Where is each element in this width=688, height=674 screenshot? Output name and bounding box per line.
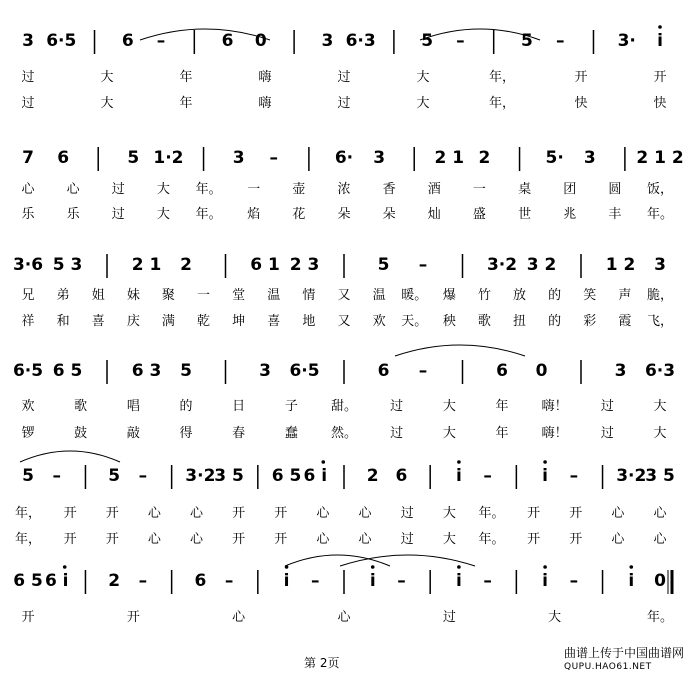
lyric-char: 彩	[583, 314, 597, 329]
score-note: –	[397, 571, 406, 591]
score-note: 0	[254, 31, 267, 51]
score-note: 5	[377, 255, 390, 275]
lyric-char: 乐	[21, 207, 35, 222]
watermark-title: 曲谱上传于中国曲谱网	[563, 646, 684, 660]
lyric-char: 大	[653, 399, 667, 414]
lyric-char: 兄	[21, 288, 35, 303]
slur-arc	[395, 345, 525, 356]
lyric-char: 声	[618, 288, 632, 303]
lyric-char: 姐	[91, 288, 105, 303]
lyric-char: 喜	[91, 314, 105, 329]
lyric-char: 年。	[195, 182, 222, 197]
score-note: –	[156, 31, 166, 51]
score-note: 3 5	[214, 466, 244, 486]
lyric-char: 心	[611, 532, 625, 547]
lyric-char: 的	[179, 399, 193, 414]
score-note: –	[456, 31, 465, 51]
lyric-char: 大	[442, 426, 456, 441]
lyric-char: 的	[548, 288, 562, 303]
lyric-char: 敲	[126, 426, 140, 441]
watermark-url: QUPU.HAO61.NET	[563, 662, 652, 672]
score-note: 6 i	[44, 571, 69, 591]
lyric-char: 大	[100, 70, 114, 85]
lyric-char: 心	[316, 532, 330, 547]
lyric-char: 的	[548, 314, 562, 329]
lyric-char: 心	[190, 506, 204, 521]
page-number: 第 2页	[304, 656, 340, 670]
lyric-char: 快	[653, 96, 667, 111]
high-octave-dot	[371, 565, 375, 569]
lyric-char: 丰	[608, 207, 622, 222]
score-note: –	[483, 571, 492, 591]
lyric-char: 过	[21, 96, 35, 111]
score-note: i	[369, 571, 376, 591]
lyric-char: 酒	[427, 182, 441, 197]
high-octave-dot	[629, 565, 633, 569]
watermark	[564, 646, 684, 674]
lyric-char: 又	[337, 314, 351, 329]
score-note: 5	[22, 466, 34, 486]
lyric-char: 焰	[247, 207, 261, 222]
score-note: 3·2	[616, 466, 647, 486]
score-note: 6	[496, 361, 508, 381]
lyric-char: 壶	[292, 182, 306, 197]
slur-arc	[20, 451, 120, 462]
score-note: 6·5	[12, 361, 44, 381]
lyric-char: 香	[382, 182, 396, 197]
high-octave-dot	[457, 460, 461, 464]
lyric-char: 心	[147, 532, 161, 547]
score-note: i	[455, 571, 462, 591]
lyric-char: 朵	[382, 207, 396, 222]
high-octave-dot	[543, 460, 547, 464]
score-note: 6	[57, 148, 70, 168]
score-note: 6 5	[271, 466, 302, 486]
score-note: 2 1 2	[636, 148, 684, 168]
lyric-char: 地	[302, 314, 316, 329]
score-note: 6	[121, 31, 134, 51]
lyric-char: 开	[527, 532, 541, 547]
lyric-char: 得	[179, 426, 193, 441]
lyric-char: 过	[442, 610, 456, 625]
score-note: 6	[194, 571, 207, 591]
lyric-char: 天。	[401, 314, 428, 329]
lyric-char: 开	[569, 532, 583, 547]
lyric-char: 心	[611, 506, 625, 521]
lyric-char: 温	[372, 288, 386, 303]
score-note: 2	[180, 255, 192, 275]
score-note: 2	[108, 571, 121, 591]
lyric-char: 和	[56, 314, 70, 329]
score-note: 3	[654, 255, 666, 275]
lyric-char: 聚	[161, 288, 175, 303]
lyric-char: 竹	[477, 288, 491, 303]
score-note: 6 5	[52, 361, 83, 381]
lyric-char: 情	[302, 288, 316, 303]
score-note: 3	[22, 31, 34, 51]
slur-arc	[285, 555, 390, 566]
lyric-char: 心	[316, 506, 330, 521]
score-note: 6 i	[303, 466, 328, 486]
lyric-char: 心	[232, 610, 246, 625]
lyric-char: 心	[337, 610, 351, 625]
lyric-char: 庆	[126, 314, 140, 329]
lyric-char: 祥	[21, 314, 35, 329]
score-note: 2 1	[131, 255, 162, 275]
score-note: 2	[366, 466, 379, 486]
score-note: 3·	[617, 31, 636, 51]
lyric-char: 开	[274, 532, 288, 547]
lyric-char: 春	[232, 426, 246, 441]
lyric-char: 过	[600, 426, 614, 441]
score-note: 0	[654, 571, 666, 591]
lyric-char: 过	[400, 506, 414, 521]
lyric-char: 大	[416, 70, 430, 85]
score-note: 6·	[334, 148, 354, 168]
lyric-char: 开	[232, 532, 246, 547]
lyric-char: 日	[232, 399, 246, 414]
lyric-char: 年，	[488, 70, 516, 85]
lyric-char: 心	[21, 182, 35, 197]
lyric-char: 快	[574, 96, 588, 111]
lyric-char: 大	[100, 96, 114, 111]
score-note: 5·	[545, 148, 564, 168]
lyric-char: 心	[358, 506, 372, 521]
lyric-char: 年	[179, 96, 193, 111]
score-note: –	[555, 31, 565, 51]
lyric-char: 开	[232, 506, 246, 521]
lyric-char: 过	[390, 426, 404, 441]
lyric-char: 心	[147, 506, 161, 521]
lyric-char: 嗨	[258, 70, 272, 85]
lyric-char: 年	[495, 399, 509, 414]
lyric-char: 团	[563, 182, 577, 197]
score-note: 3	[373, 148, 386, 168]
lyric-char: 年	[495, 426, 509, 441]
lyric-char: 喜	[267, 314, 281, 329]
score-note: 6	[221, 31, 234, 51]
lyric-char: 嗨！	[541, 399, 568, 414]
score-note: –	[418, 361, 428, 381]
lyric-char: 弟	[56, 288, 70, 303]
lyric-char: 欢	[372, 314, 386, 329]
lyric-char: 开	[274, 506, 288, 521]
lyric-char: 又	[337, 288, 351, 303]
score-note: –	[569, 466, 579, 486]
score-note: –	[224, 571, 234, 591]
score-note: 6	[395, 466, 408, 486]
lyric-char: 开	[105, 532, 119, 547]
lyric-char: 年。	[195, 207, 222, 222]
lyric-char: 过	[111, 182, 125, 197]
lyric-char: 心	[190, 532, 204, 547]
lyric-char: 年	[179, 70, 193, 85]
score-note: 3	[259, 361, 271, 381]
lyric-char: 浓	[337, 182, 351, 197]
score-note: i	[657, 31, 663, 51]
lyric-char: 脆，	[646, 288, 674, 303]
lyric-char: 甜。	[330, 399, 358, 414]
lyric-char: 歌	[477, 314, 491, 329]
lyric-char: 一	[247, 182, 261, 197]
lyric-char: 堂	[232, 288, 246, 303]
score-note: 3·6	[12, 255, 44, 275]
lyric-char: 霞	[618, 314, 632, 329]
high-octave-dot	[543, 565, 547, 569]
lyric-char: 开	[105, 506, 119, 521]
score-note: 6 3	[131, 361, 162, 381]
lyric-char: 开	[126, 610, 140, 625]
lyric-char: 心	[653, 532, 667, 547]
score-note: 5	[127, 148, 140, 168]
score-note: 3 5	[645, 466, 675, 486]
score-note: i	[542, 466, 549, 486]
score-note: –	[569, 571, 579, 591]
lyric-char: 桌	[518, 182, 532, 197]
score-note: –	[52, 466, 61, 486]
lyric-char: 开	[527, 506, 541, 521]
score-note: 5	[421, 31, 434, 51]
score-note: i	[542, 571, 549, 591]
lyric-char: 心	[653, 506, 667, 521]
lyric-char: 大	[416, 96, 430, 111]
score-note: –	[269, 148, 279, 168]
lyric-char: 欢	[21, 399, 35, 414]
lyric-char: 鼓	[74, 426, 88, 441]
lyric-char: 过	[337, 70, 351, 85]
lyric-char: 暖。	[401, 288, 428, 303]
score-note: 3	[583, 148, 596, 168]
lyric-char: 过	[337, 96, 351, 111]
lyric-char: 子	[284, 399, 298, 414]
lyric-char: 饭，	[646, 182, 674, 197]
score-note: 6·5	[289, 361, 320, 381]
lyric-char: 大	[442, 399, 456, 414]
lyric-char: 开	[653, 70, 667, 85]
score-note: –	[483, 466, 492, 486]
score-note: 2 1	[434, 148, 465, 168]
lyric-char: 大	[548, 610, 562, 625]
score-note: 3 2	[526, 255, 557, 275]
lyric-char: 妹	[126, 288, 140, 303]
score-note: 6 5	[13, 571, 43, 591]
score-note: i	[455, 466, 462, 486]
score-note: 7	[22, 148, 34, 168]
score-note: 2	[478, 148, 491, 168]
lyric-char: 世	[518, 207, 532, 222]
lyric-char: 秧	[442, 314, 456, 329]
score-note: –	[138, 466, 148, 486]
lyric-char: 乾	[197, 314, 211, 329]
score-note: 6·5	[46, 31, 77, 51]
lyric-char: 大	[442, 506, 456, 521]
lyric-char: 满	[161, 314, 175, 329]
score-note: 3	[614, 361, 627, 381]
lyric-char: 灿	[427, 207, 441, 222]
score-note: 0	[535, 361, 548, 381]
lyric-char: 大	[653, 426, 667, 441]
score-note: –	[311, 571, 320, 591]
high-octave-dot	[321, 460, 325, 464]
score-note: 5	[108, 466, 121, 486]
lyric-char: 锣	[21, 426, 35, 441]
lyric-char: 年，	[488, 96, 516, 111]
lyric-char: 放	[513, 288, 527, 303]
score-note: 3	[321, 31, 334, 51]
score-note: 6 1	[250, 255, 280, 275]
lyric-char: 温	[267, 288, 281, 303]
score-note: 3	[232, 148, 245, 168]
score-note: 2 3	[289, 255, 320, 275]
score-note: 5	[180, 361, 192, 381]
lyric-char: 大	[156, 207, 170, 222]
lyric-char: 开	[21, 610, 35, 625]
score-note: 6·3	[345, 31, 376, 51]
lyric-char: 乐	[66, 207, 80, 222]
lyric-char: 年。	[646, 207, 674, 222]
lyric-char: 过	[111, 207, 125, 222]
lyric-char: 一	[197, 288, 211, 303]
lyric-char: 盛	[472, 207, 486, 222]
lyric-char: 兆	[563, 207, 577, 222]
score-note: –	[138, 571, 148, 591]
score-note: i	[628, 571, 635, 591]
lyric-char: 大	[156, 182, 170, 197]
lyric-char: 朵	[337, 207, 351, 222]
lyric-char: 笑	[583, 288, 597, 303]
score-note: 1·2	[153, 148, 184, 168]
high-octave-dot	[63, 565, 67, 569]
lyric-char: 年。	[646, 610, 674, 625]
lyric-char: 花	[292, 207, 306, 222]
lyric-char: 年。	[478, 532, 505, 547]
lyric-char: 年，	[14, 506, 42, 521]
lyric-char: 过	[21, 70, 35, 85]
lyric-char: 然。	[330, 426, 358, 441]
score-note: 5 3	[52, 255, 83, 275]
score-note: 1 2	[605, 255, 636, 275]
lyric-char: 心	[358, 532, 372, 547]
lyric-char: 心	[66, 182, 80, 197]
lyric-char: 过	[390, 399, 404, 414]
lyric-char: 扭	[513, 314, 527, 329]
lyric-char: 圆	[608, 182, 622, 197]
lyric-char: 蠢	[284, 426, 298, 441]
lyric-char: 年，	[14, 532, 42, 547]
lyric-char: 唱	[126, 399, 140, 414]
lyric-char: 爆	[442, 288, 456, 303]
lyric-char: 开	[574, 70, 588, 85]
high-octave-dot	[457, 565, 461, 569]
score-note: 6	[377, 361, 390, 381]
score-note: 3·2	[185, 466, 216, 486]
lyric-char: 开	[63, 506, 77, 521]
lyric-char: 开	[569, 506, 583, 521]
lyric-char: 嗨	[258, 96, 272, 111]
score-note: 3·2	[486, 255, 518, 275]
lyric-char: 嗨！	[541, 426, 568, 441]
lyric-char: 年。	[478, 506, 505, 521]
score-note: 5	[521, 31, 533, 51]
score-note: –	[418, 255, 428, 275]
lyric-char: 过	[600, 399, 614, 414]
lyric-char: 飞，	[646, 314, 674, 329]
lyric-char: 过	[400, 532, 414, 547]
lyric-char: 一	[472, 182, 486, 197]
lyric-char: 坤	[232, 314, 246, 329]
score-note: i	[283, 571, 290, 591]
lyric-char: 歌	[74, 399, 88, 414]
score-note: 6·3	[644, 361, 676, 381]
high-octave-dot	[658, 25, 662, 29]
lyric-char: 开	[63, 532, 77, 547]
lyric-char: 大	[442, 532, 456, 547]
